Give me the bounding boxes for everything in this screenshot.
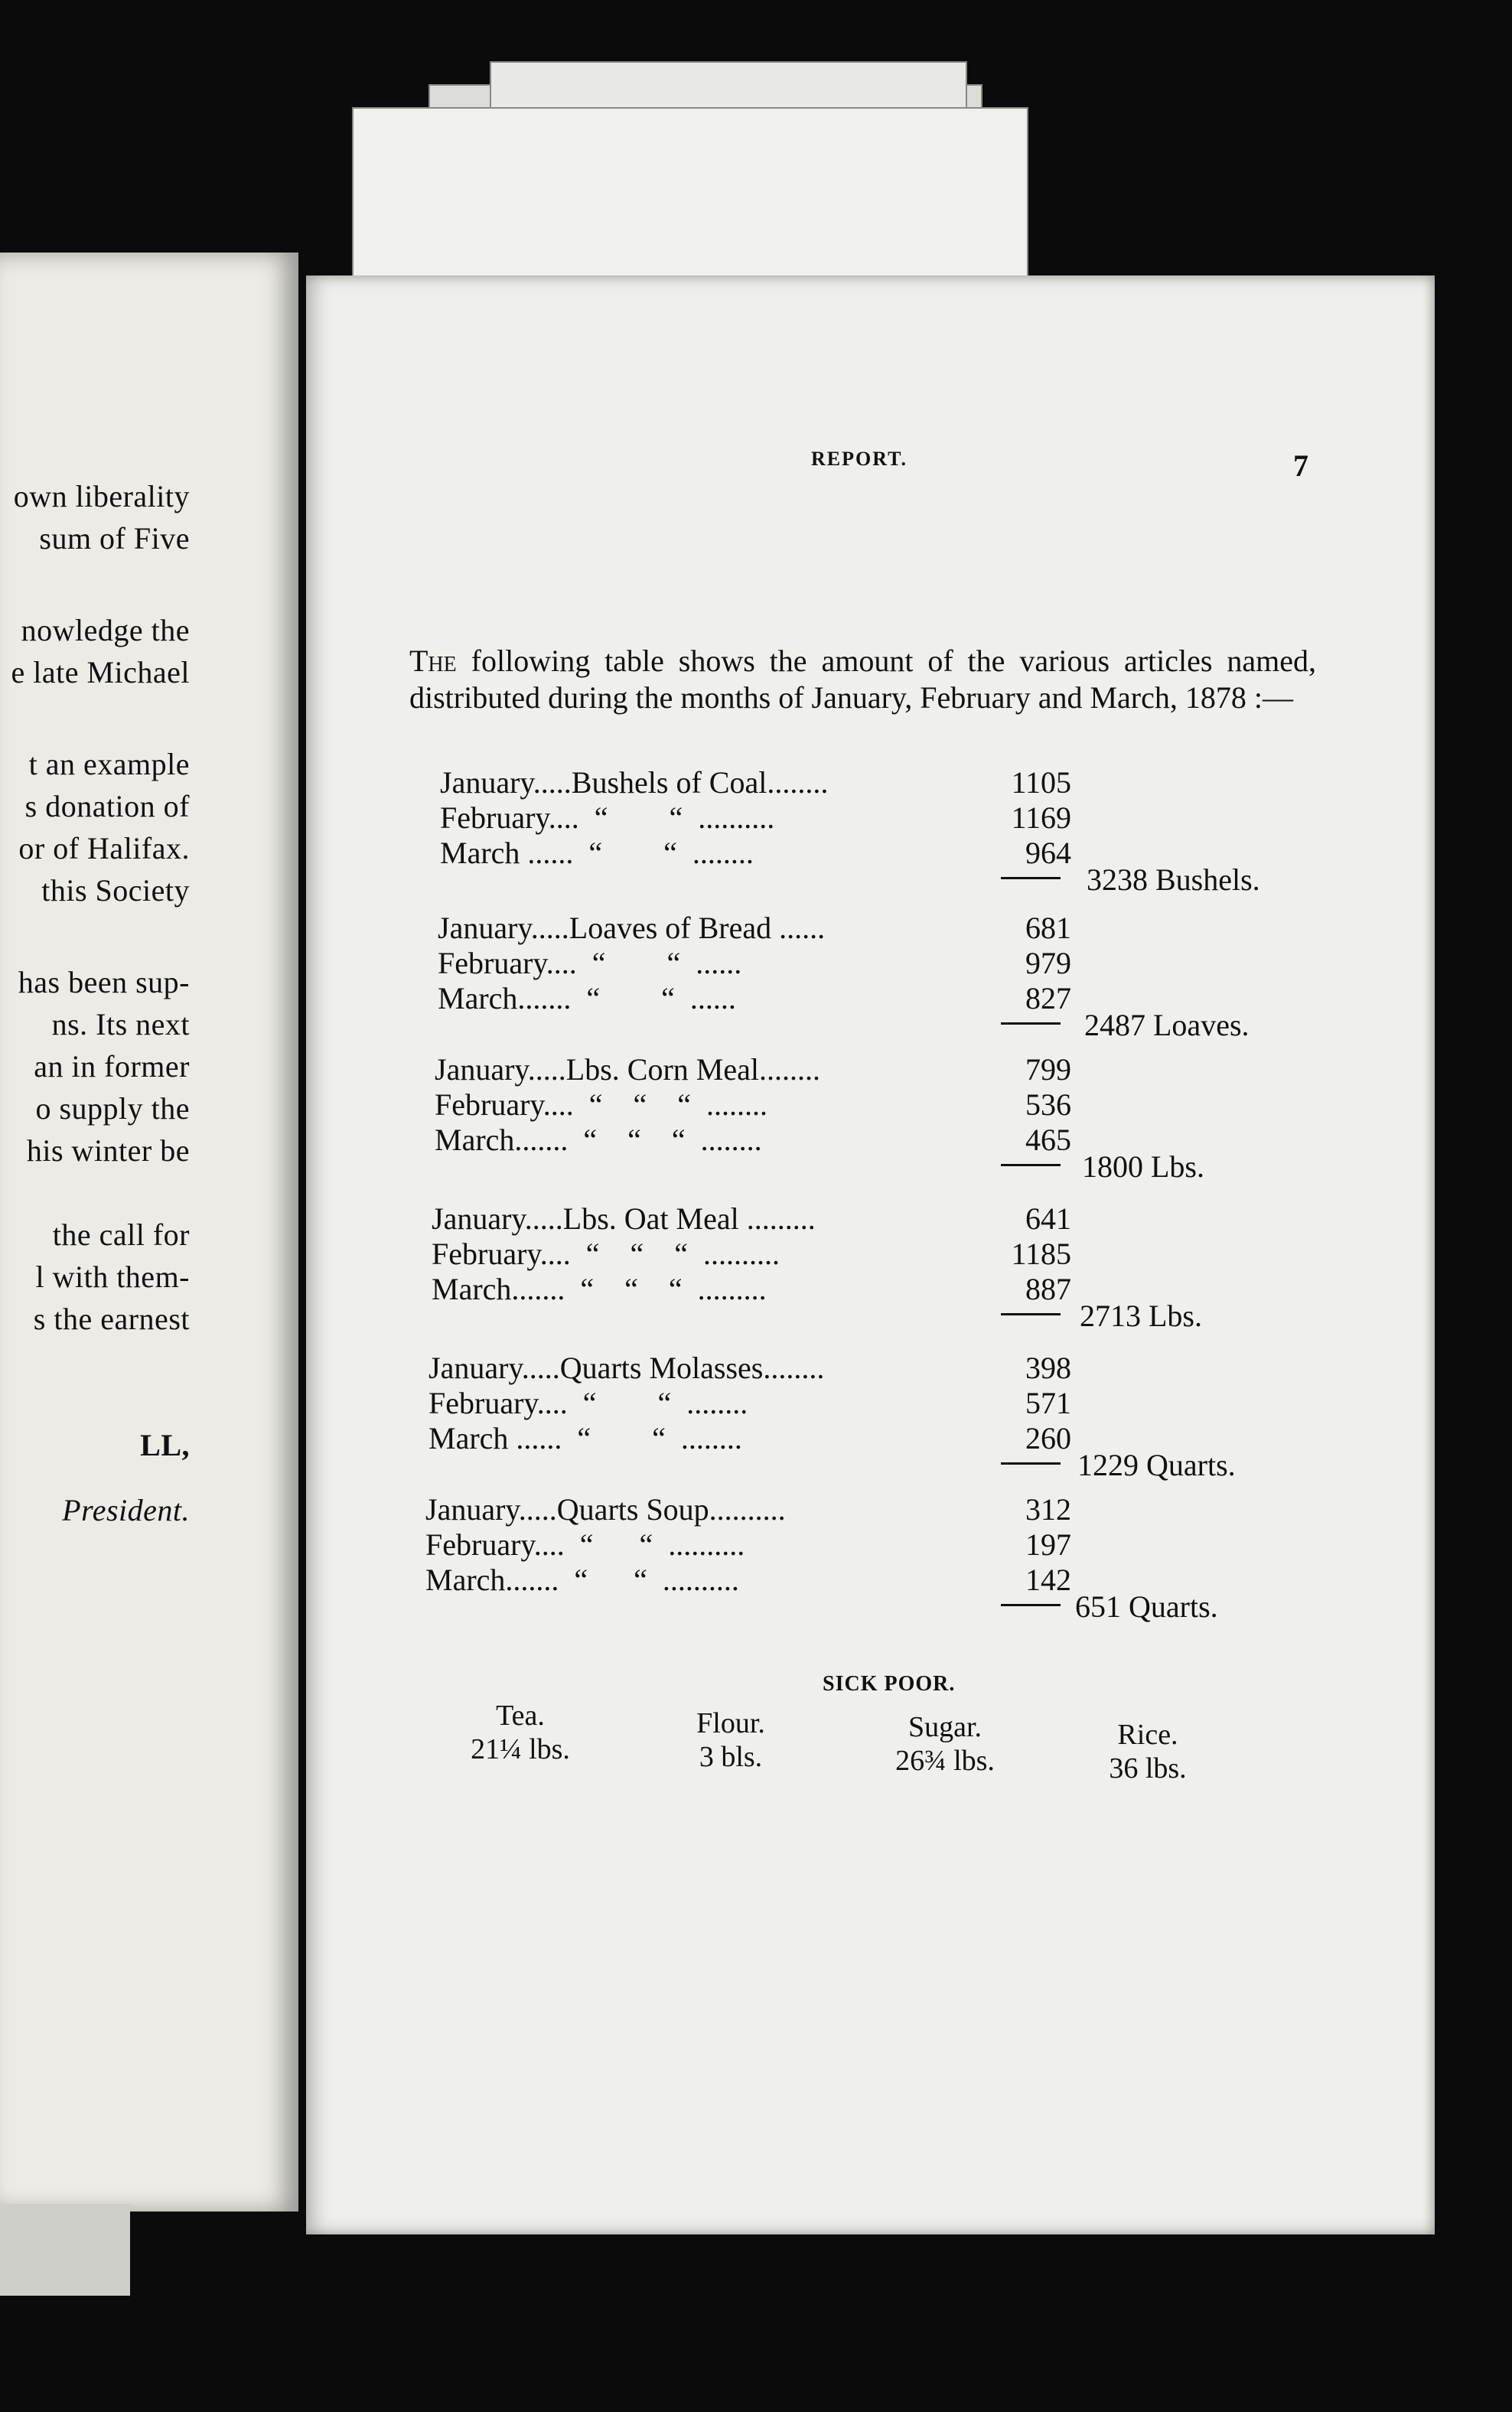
sick-poor-item-amount: 26¾ lbs.: [895, 1745, 995, 1777]
left-line: his winter be: [26, 1133, 190, 1168]
table-row-value: 979: [1025, 946, 1071, 980]
table-row-value: 1185: [1011, 1237, 1071, 1271]
sick-poor-item-name: Flour.: [696, 1707, 765, 1739]
table-row-value: 465: [1025, 1123, 1071, 1157]
total-rule: [1001, 1022, 1061, 1025]
sick-poor-item-name: Tea.: [496, 1700, 545, 1732]
sick-poor-item-name: Rice.: [1117, 1719, 1178, 1751]
total-rule: [1001, 1604, 1061, 1606]
left-line: LL,: [140, 1428, 190, 1462]
table-row-label: March....... “ “ “ ........: [435, 1123, 770, 1157]
total-rule: [1001, 1164, 1061, 1166]
sick-poor-item-amount: 36 lbs.: [1109, 1752, 1187, 1785]
left-line: the call for: [52, 1217, 190, 1252]
stacked-page: [352, 107, 1028, 279]
sick-poor-item: [1071, 1718, 1224, 1785]
group-total: 2713 Lbs.: [1080, 1299, 1202, 1333]
table-row-value: 799: [1025, 1052, 1071, 1087]
sick-poor-item-name: Sugar.: [908, 1711, 982, 1743]
table-row-label: February.... “ “ ..........: [440, 800, 775, 835]
intro-lead-word: The: [409, 644, 457, 678]
sick-poor-item-amount: 21¼ lbs.: [471, 1733, 570, 1765]
left-line: e late Michael: [11, 655, 190, 689]
total-rule: [1001, 877, 1061, 879]
group-total: 1229 Quarts.: [1077, 1448, 1236, 1482]
table-row-value: 197: [1025, 1527, 1071, 1562]
left-line: this Society: [41, 873, 190, 908]
table-row-label: March....... “ “ ..........: [425, 1563, 747, 1597]
table-row-value: 641: [1025, 1201, 1071, 1236]
table-row-value: 571: [1025, 1386, 1071, 1420]
intro-paragraph: [409, 643, 1316, 716]
running-head: REPORT.: [811, 448, 908, 470]
table-row-value: 1169: [1011, 800, 1071, 835]
table-row-label: January.....Lbs. Corn Meal........: [435, 1052, 828, 1087]
left-line: s donation of: [24, 789, 190, 823]
table-row-value: 827: [1025, 981, 1071, 1015]
table-row-label: February.... “ “ “ ..........: [432, 1237, 780, 1271]
left-line: sum of Five: [39, 521, 190, 556]
table-row-label: February.... “ “ ......: [438, 946, 750, 980]
total-rule: [1001, 1462, 1061, 1465]
group-total: 651 Quarts.: [1075, 1589, 1218, 1624]
left-line: or of Halifax.: [18, 831, 190, 865]
table-row-label: January.....Lbs. Oat Meal .........: [432, 1201, 823, 1236]
left-line: ns. Its next: [51, 1007, 190, 1041]
table-row-value: 142: [1025, 1563, 1071, 1597]
table-row-label: February.... “ “ ..........: [425, 1527, 753, 1562]
left-line: President.: [62, 1493, 190, 1527]
group-total: 3238 Bushels.: [1087, 862, 1260, 897]
table-row-value: 312: [1025, 1492, 1071, 1527]
table-row-value: 398: [1025, 1351, 1071, 1385]
left-line: s the earnest: [33, 1302, 190, 1336]
table-row-value: 260: [1025, 1421, 1071, 1455]
intro-text: following table shows the amount of the various articles named, distributed during the months of January, February and March, 1878 :—: [409, 644, 1316, 715]
table-row-label: March....... “ “ “ .........: [432, 1272, 774, 1306]
table-row-value: 681: [1025, 911, 1071, 945]
table-row-label: February.... “ “ “ ........: [435, 1087, 776, 1122]
table-row-value: 536: [1025, 1087, 1071, 1122]
page-edge: [0, 2204, 130, 2296]
sick-poor-item-amount: 3 bls.: [699, 1741, 763, 1773]
table-row-label: March ...... “ “ ........: [440, 836, 761, 870]
left-line: an in former: [34, 1049, 190, 1084]
left-line: l with them-: [35, 1260, 190, 1294]
table-row-label: January.....Loaves of Bread ......: [438, 911, 833, 945]
left-line: t an example: [28, 747, 190, 781]
sick-poor-item: [444, 1699, 597, 1766]
page-number: 7: [1293, 448, 1308, 483]
table-row-value: 1105: [1011, 765, 1071, 800]
table-row-value: 887: [1025, 1272, 1071, 1306]
group-total: 1800 Lbs.: [1082, 1149, 1204, 1184]
left-line: own liberality: [13, 479, 190, 513]
table-row-label: February.... “ “ ........: [429, 1386, 756, 1420]
left-line: o supply the: [35, 1091, 190, 1126]
total-rule: [1001, 1313, 1061, 1315]
sick-poor-item: [868, 1710, 1022, 1778]
sick-poor-heading: SICK POOR.: [823, 1672, 956, 1696]
table-row-label: January.....Quarts Molasses........: [429, 1351, 833, 1385]
table-row-label: March....... “ “ ......: [438, 981, 744, 1015]
table-row-label: January.....Bushels of Coal........: [440, 765, 829, 800]
table-row-label: January.....Quarts Soup..........: [425, 1492, 793, 1527]
left-line: has been sup-: [18, 965, 190, 999]
sick-poor-item: [654, 1706, 807, 1774]
table-row-value: 964: [1025, 836, 1071, 870]
left-line: nowledge the: [21, 613, 190, 647]
table-row-label: March ...... “ “ ........: [429, 1421, 750, 1455]
group-total: 2487 Loaves.: [1084, 1008, 1250, 1042]
